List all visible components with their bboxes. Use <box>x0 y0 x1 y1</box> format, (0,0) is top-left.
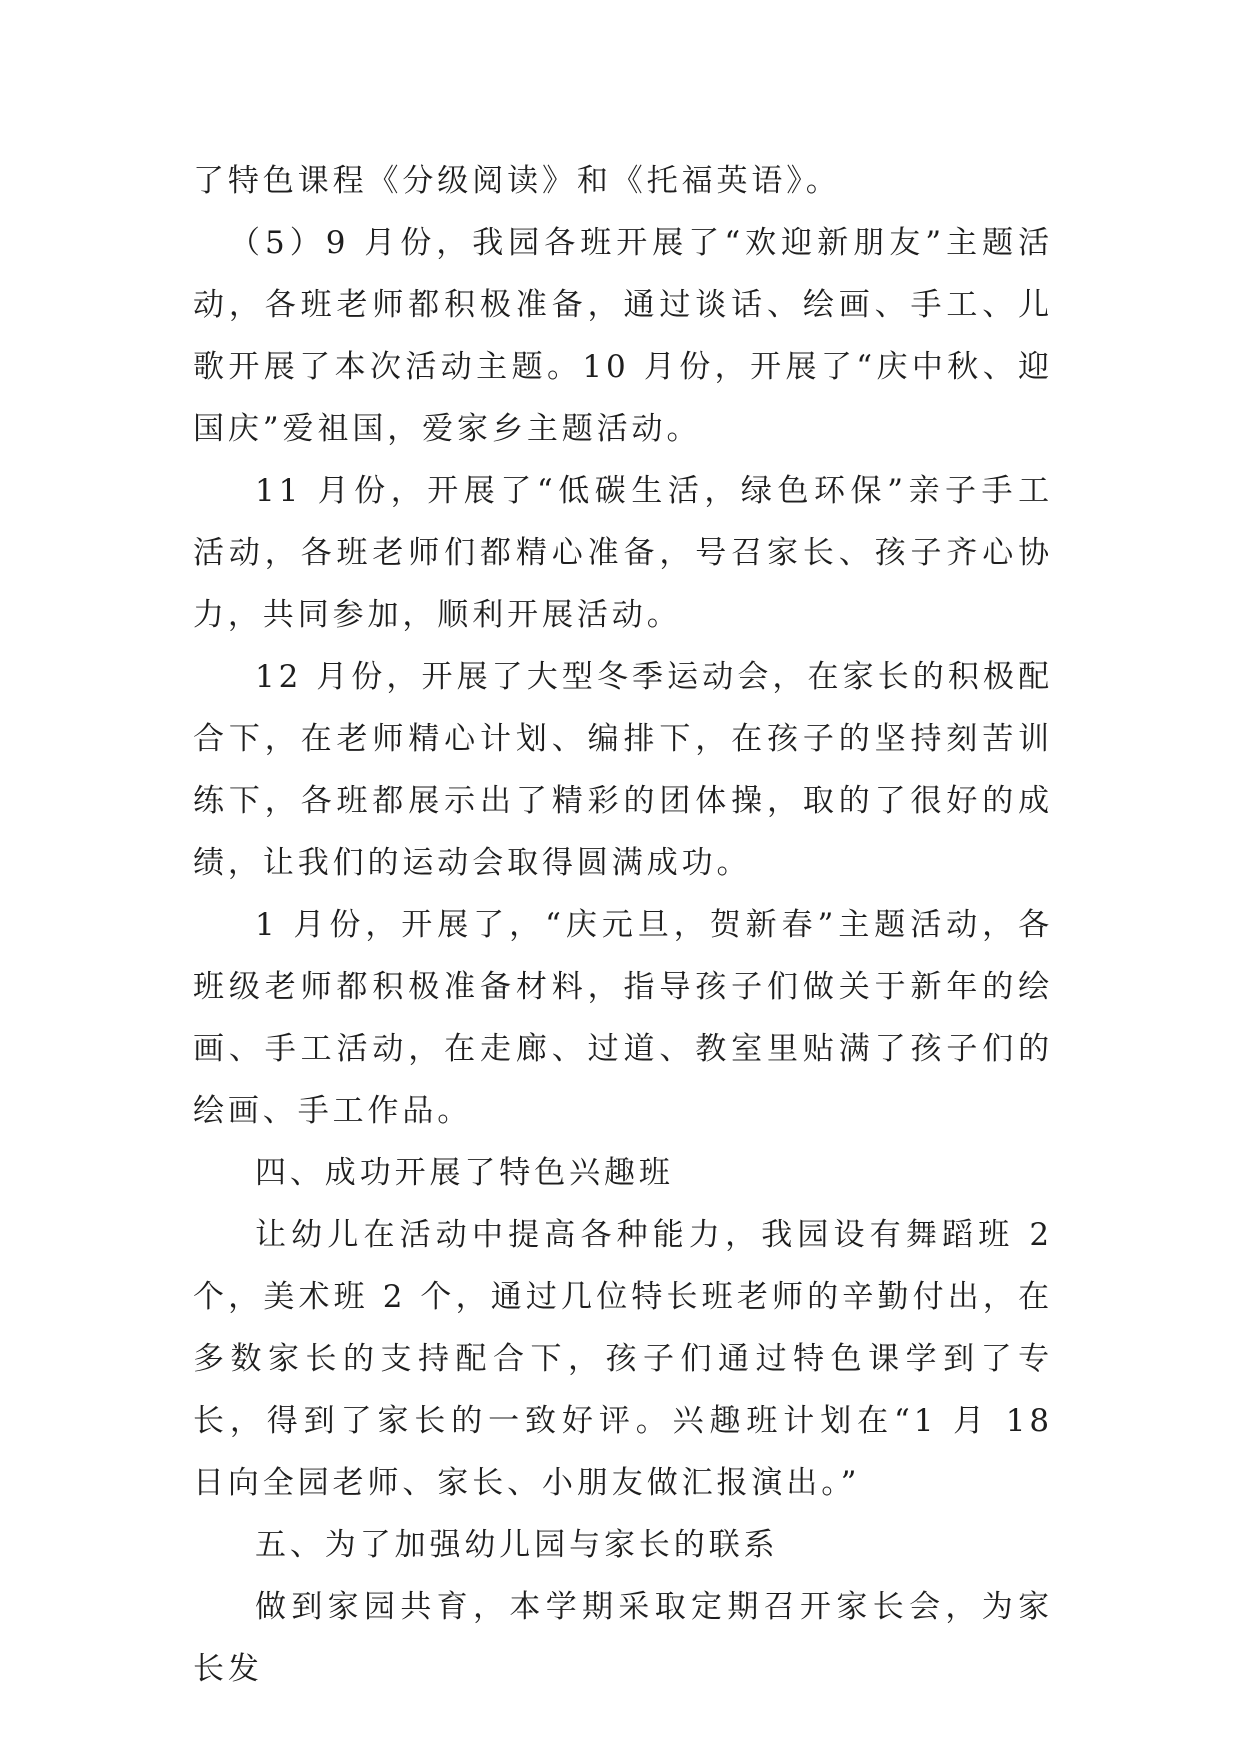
paragraph-parent-contact: 做到家园共育，本学期采取定期召开家长会，为家长发 <box>193 1589 1053 1687</box>
document-body <box>193 150 1053 1700</box>
paragraph-continuation: 了特色课程《分级阅读》和《托福英语》。 <box>193 163 841 199</box>
paragraph-interest-classes: 让幼儿在活动中提高各种能力，我园设有舞蹈班 2 个，美术班 2 个，通过几位特长班老师的辛勤付出，在多数家长的支持配合下，孩子们通过特色课学到了专长，得到了家长的一致好评。兴趣班计划在“1 月 18 日向全园老师、家长、小朋友做汇报演出。” <box>193 1217 1053 1501</box>
paragraph-january: 1 月份，开展了，“庆元旦，贺新春”主题活动，各班级老师都积极准备材料，指导孩子们做关于新年的绘画、手工活动，在走廊、过道、教室里贴满了孩子们的绘画、手工作品。 <box>193 907 1053 1129</box>
paragraph-december: 12 月份，开展了大型冬季运动会，在家长的积极配合下，在老师精心计划、编排下，在孩子的坚持刻苦训练下，各班都展示出了精彩的团体操，取的了很好的成绩，让我们的运动会取得圆满成功。 <box>193 659 1053 881</box>
paragraph-november: 11 月份，开展了“低碳生活，绿色环保”亲子手工活动，各班老师们都精心准备，号召家长、孩子齐心协力，共同参加，顺利开展活动。 <box>193 473 1053 633</box>
paragraph-september-october: （5）9 月份，我园各班开展了“欢迎新朋友”主题活动，各班老师都积极准备，通过谈话、绘画、手工、儿歌开展了本次活动主题。10 月份，开展了“庆中秋、迎国庆”爱祖国，爱家乡主题活动。 <box>193 225 1053 447</box>
section-heading-parent-contact: 五、为了加强幼儿园与家长的联系 <box>255 1527 779 1563</box>
section-heading-interest-classes: 四、成功开展了特色兴趣班 <box>255 1155 674 1191</box>
